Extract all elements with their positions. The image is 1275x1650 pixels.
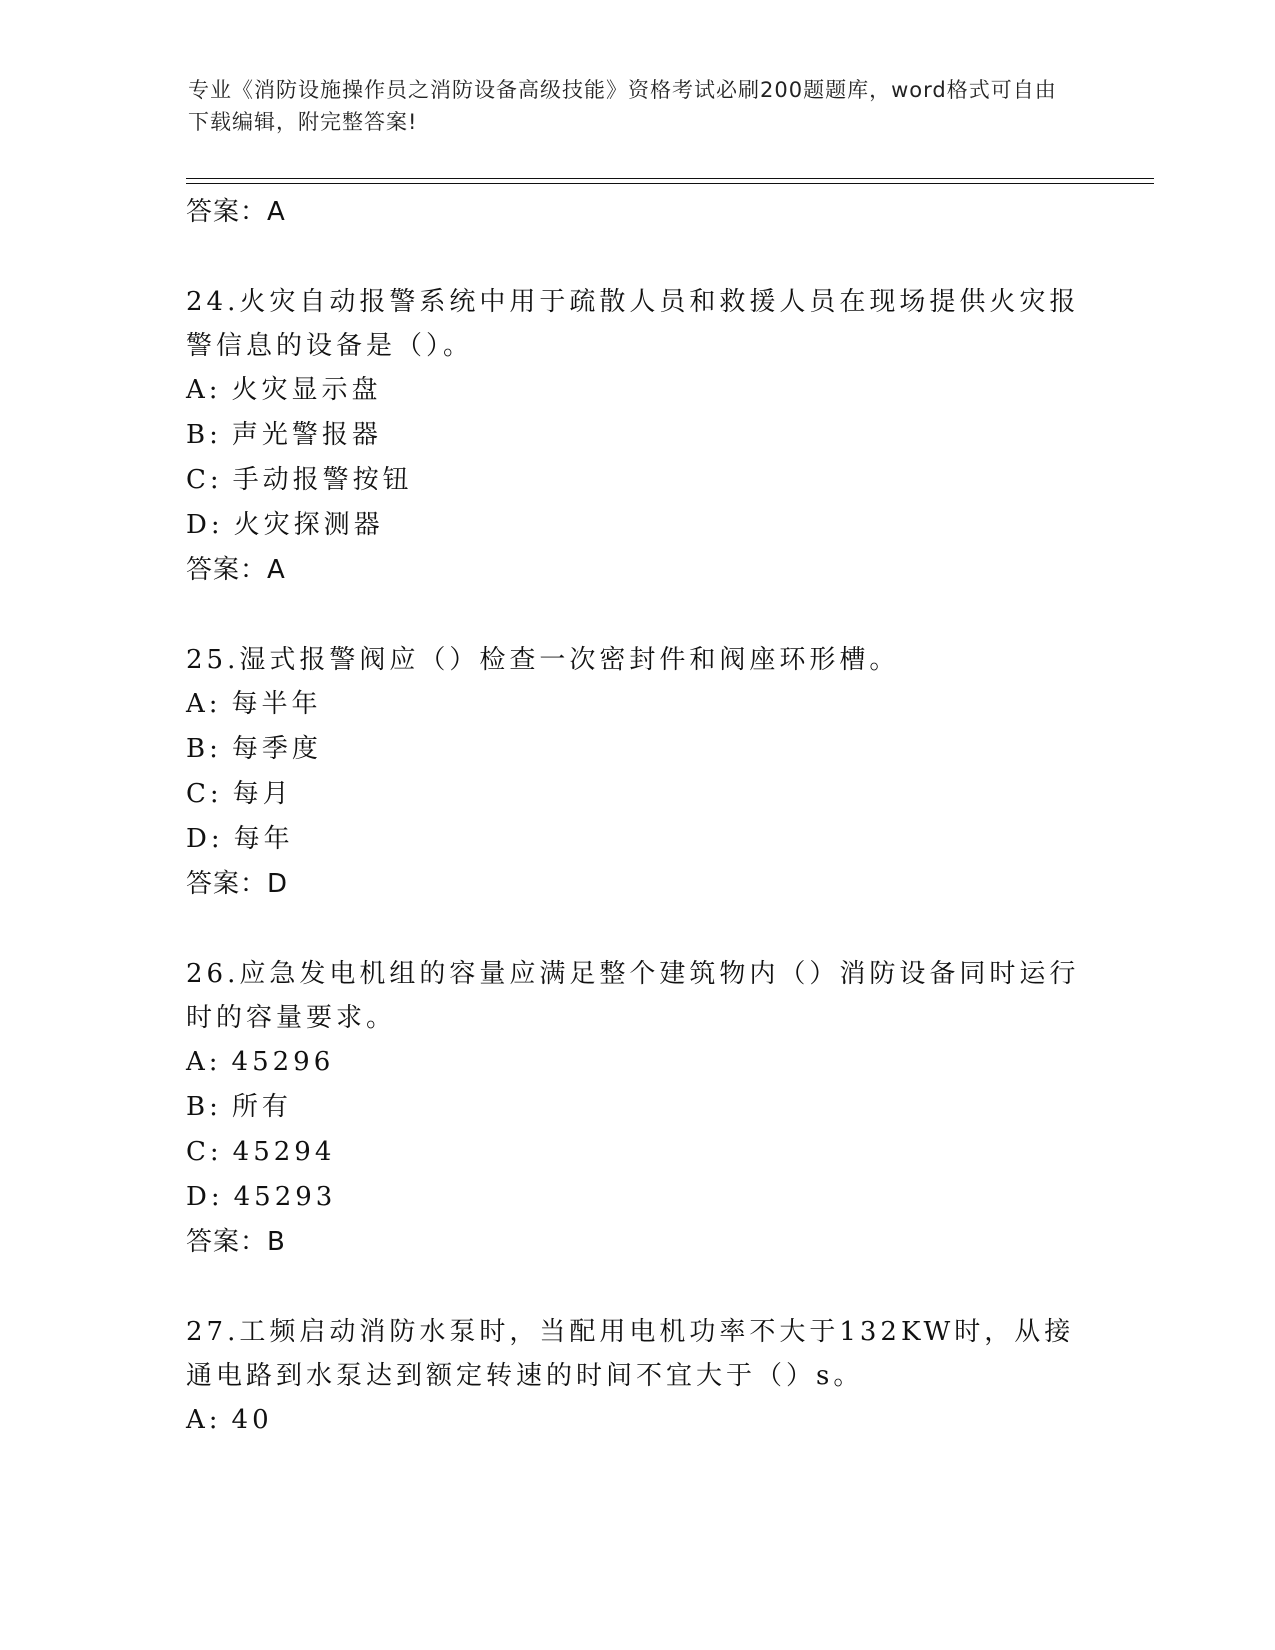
question-item (186, 952, 1086, 1264)
answer-value: D (267, 869, 288, 899)
question-text: 24.火灾自动报警系统中用于疏散人员和救援人员在现场提供火灾报警信息的设备是（）。 (186, 287, 1080, 361)
answer-line (186, 862, 1086, 906)
answer-label: 答案： (186, 197, 268, 227)
option-a: A: 40 (186, 1405, 273, 1435)
option-c: C: 45294 (186, 1137, 336, 1167)
question-list (186, 190, 1086, 1443)
answer-line (186, 548, 1086, 592)
option-b: B: 每季度 (186, 734, 322, 764)
option-a: A: 45296 (186, 1047, 335, 1077)
option-d: D: 45293 (186, 1182, 337, 1212)
answer-value: A (267, 555, 285, 585)
question-text: 26.应急发电机组的容量应满足整个建筑物内（）消防设备同时运行时的容量要求。 (186, 959, 1080, 1033)
answer-value: A (267, 197, 285, 227)
option-a: A: 每半年 (186, 689, 322, 719)
option-b: B: 声光警报器 (186, 420, 382, 450)
option-c: C: 每月 (186, 779, 293, 809)
answer-value: B (267, 1227, 285, 1257)
answer-label: 答案： (186, 555, 268, 585)
answer-label: 答案： (186, 1227, 268, 1257)
option-d: D: 每年 (186, 824, 294, 854)
header-divider-bottom (186, 183, 1154, 184)
question-text: 25.湿式报警阀应（）检查一次密封件和阀座环形槽。 (186, 645, 900, 675)
option-b: B: 所有 (186, 1092, 292, 1122)
header-divider-top (186, 178, 1154, 179)
document-header: 专业《消防设施操作员之消防设备高级技能》资格考试必刷200题题库，word格式可自由下载编辑，附完整答案! (188, 78, 1057, 134)
option-a: A: 火灾显示盘 (186, 375, 382, 405)
answer-label: 答案： (186, 869, 268, 899)
answer-line (186, 190, 1086, 234)
question-item (186, 1310, 1086, 1443)
question-text: 27.工频启动消防水泵时，当配用电机功率不大于132KW时，从接通电路到水泵达到额定转速的时间不宜大于（）s。 (186, 1317, 1075, 1391)
question-item (186, 638, 1086, 906)
option-d: D: 火灾探测器 (186, 510, 384, 540)
question-item (186, 280, 1086, 592)
option-c: C: 手动报警按钮 (186, 465, 413, 495)
answer-line (186, 1220, 1086, 1264)
